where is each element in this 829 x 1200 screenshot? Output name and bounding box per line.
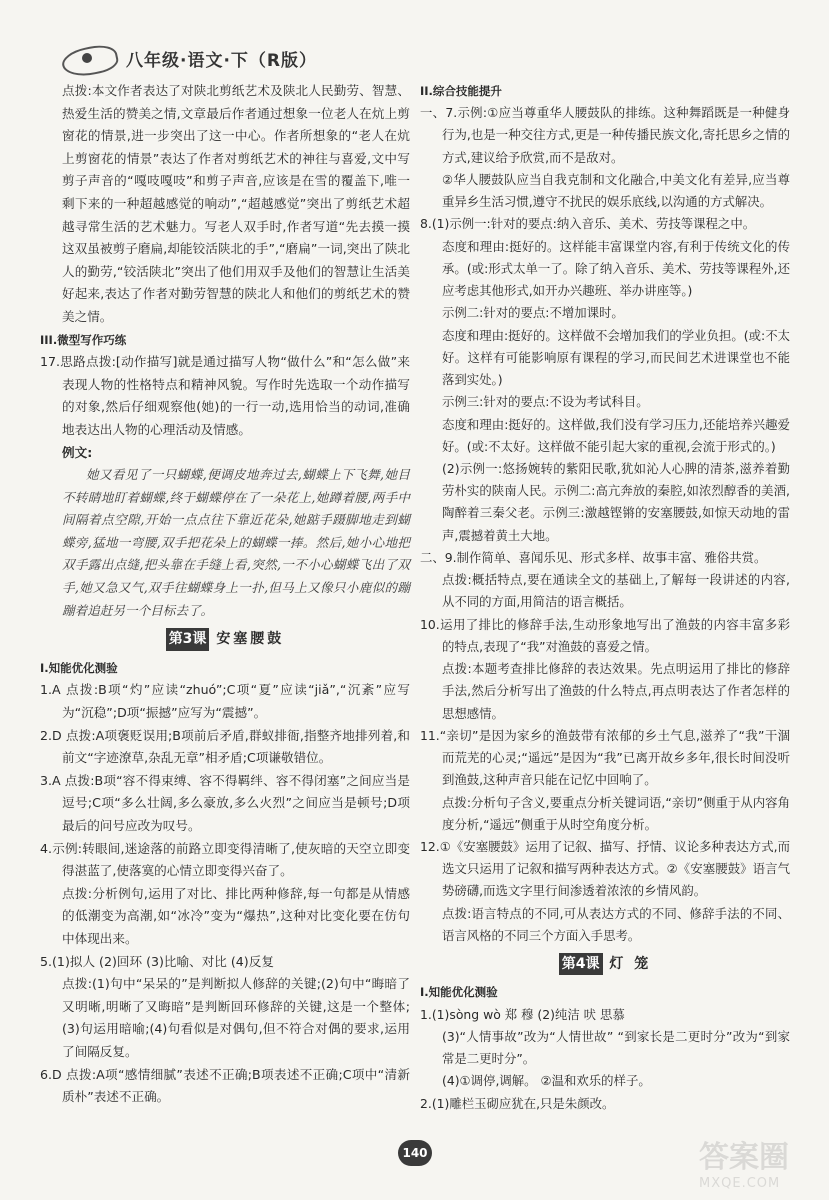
answer-paragraph: 点拨:本文作者表达了对陕北剪纸艺术及陕北人民勤劳、智慧、热爱生活的赞美之情,文章最后作者通过想象一位老人在炕上剪窗花的情景,进一步突出了这一中心。作者所想象的“老人在炕上剪窗花的情景”表达了作者对剪纸艺术的神往与喜爱,文中写剪子声音的“嘎吱嘎吱”和剪子声音,应该是在雪的覆盖下,唯一剩下来的一种超越感觉的响动”,“超越感觉”突出了剪纸艺术超越寻常生活的艺术魅力。写老人双手时,作者写道“先去摸一摸这双虽被剪子磨扁,却能铰活陕北的手”,“磨扁”一词,突出了陕北人的勤劳,“铰活陕北”突出了他们用双手及他们的智慧让生活美好起来,表达了作者对勤劳智慧的陕北人和他们的剪纸艺术的赞美之情。 [62, 83, 410, 324]
answer-note: 示例二:针对的要点:不增加课时。 [442, 305, 624, 321]
answer-item: 2.(1)雕栏玉砌应犹在,只是朱颜改。 [420, 1095, 615, 1111]
section-heading: III.微型写作巧练 [40, 332, 127, 347]
answer-item: 一、7.示例:①应当尊重华人腰鼓队的排练。这种舞蹈既是一种健身行为,也是一种交往方式,更是一种传播民族文化,寄托思乡之情的方式,建议给予欣赏,而不是敌对。 [420, 105, 790, 165]
section-heading: I.知能优化测验 [40, 660, 118, 675]
answer-note: 态度和理由:挺好的。这样能丰富课堂内容,有利于传统文化的传承。(或:形式太单一了。除了纳入音乐、美术、劳技等课程外,还应考虑其他形式,如开办兴趣班、举办讲座等。) [442, 238, 790, 299]
left-column [40, 80, 410, 1109]
watermark-text: 答案圈 [699, 1140, 789, 1175]
answer-note: 态度和理由:挺好的。这样做,我们没有学习压力,还能培养兴趣爱好。(或:不太好。这样做不能引起大家的重视,会流于形式的。) [442, 416, 790, 454]
lesson-heading [40, 628, 410, 651]
answer-item: 12.①《安塞腰鼓》运用了记叙、描写、抒情、议论多种表达方式,而选文只运用了记叙和描写两种表达方式。②《安塞腰鼓》语言气势磅礴,而选文字里行间渗透着浓浓的乡情风韵。 [420, 838, 790, 899]
answer-note: (2)示例一:悠扬婉转的紫阳民歌,犹如沁人心脾的清茶,滋养着勤劳朴实的陕南人民。示例二:高亢奔放的秦腔,如浓烈醇香的美酒,陶醉着三秦父老。示例三:激越铿锵的安塞腰鼓,如惊天动地的雷声,震撼着黄土大地。 [442, 460, 790, 543]
header-title: 八年级·语文·下（R版） [126, 50, 318, 71]
watermark [699, 1132, 819, 1192]
answer-item: 2.D 点拨:A项褒贬误用;B项前后矛盾,群蚁排衙,指整齐地排列着,和前文“字迹潦草,杂乱无章”相矛盾;C项谦敬错位。 [40, 727, 410, 766]
handwritten-example: 她又看见了一只蝴蝶,便调皮地奔过去,蝴蝶上下飞舞,她目不转睛地盯着蝴蝶,终于蝴蝶停在了一朵花上,她蹲着腰,两手中间隔着点空隙,开始一点点往下靠近花朵,她踮手蹑脚地走到蝴蝶旁,猛地一弯腰,双手把花朵上的蝴蝶一捧。然后,她小心地把双手露出点缝,把头靠在手缝上看,突然,一不小心蝴蝶飞出了双手,她又急又气,双手往蝴蝶身上一扑,但马上又像只小鹿似的蹦蹦着追赶另一个目标去了。 [62, 467, 410, 618]
answer-note: (4)①调停,调解。 ②温和欢乐的样子。 [442, 1073, 651, 1089]
right-column [420, 80, 790, 1115]
answer-note: 点拨:(1)句中“呆呆的”是判断拟人修辞的关键;(2)句中“晦暗了又明晰,明晰了又晦暗”是判断回环修辞的关键,这是一个整体;(3)句运用暗喻;(4)句看似是对偶句,但不符合对偶的要求,运用了间隔反复。 [62, 976, 410, 1059]
answer-item: 1.(1)sòng wò 郑 穆 (2)纯洁 吠 思慕 [420, 1006, 625, 1022]
answer-note: 点拨:语言特点的不同,可从表达方式的不同、修辞手法的不同、语言风格的不同三个方面入手思考。 [442, 905, 790, 943]
answer-note: 点拨:分析句子含义,要重点分析关键词语,“亲切”侧重于从内容角度分析,“遥远”侧重于从时空角度分析。 [442, 794, 790, 832]
example-label: 例文: [62, 444, 93, 460]
answer-item: 1.A 点拨:B项“灼”应读“zhuó”;C项“夏”应读“jiǎ”,“沉紊”应写为“沉稳”;D项“振撼”应写为“震撼”。 [40, 682, 410, 721]
lesson-number: 第4课 [559, 953, 603, 975]
answer-item: 10.运用了排比的修辞手法,生动形象地写出了渔鼓的内容丰富多彩的特点,表现了“我”对渔鼓的喜爱之情。 [420, 616, 790, 654]
answer-item: 4.示例:转眼间,迷途落的前路立即变得清晰了,使灰暗的天空立即变得湛蓝了,使落寞的心情立即变得兴奋了。 [40, 840, 410, 879]
lesson-name: 灯 笼 [609, 956, 652, 973]
answer-item: 11.“亲切”是因为家乡的渔鼓带有浓郁的乡土气息,滋养了“我”干涸而荒芜的心灵;“遥远”是因为“我”已离开故乡多年,很长时间没听到渔鼓,这种声音只能在记忆中回响了。 [420, 727, 790, 788]
section-heading: II.综合技能提升 [420, 84, 502, 98]
answer-item: 5.(1)拟人 (2)回环 (3)比喻、对比 (4)反复 [40, 953, 274, 969]
page-header [62, 40, 317, 76]
answer-item: 17.思路点拨:[动作描写]就是通过描写人物“做什么”和“怎么做”来表现人物的性格特点和精神风貌。写作时先选取一个动作描写的对象,然后仔细观察他(她)的一行一动,选用恰当的动词,准确地表达出人物的心理活动及情感。 [40, 354, 410, 437]
watermark-url: MXQE.COM [699, 1176, 781, 1191]
lesson-name: 安塞腰鼓 [216, 631, 285, 648]
answer-item: 6.D 点拨:A项“感情细腻”表述不正确;B项表述不正确;C项中“清新质朴”表述不正确。 [40, 1066, 410, 1105]
answer-note: 点拨:本题考查排比修辞的表达效果。先点明运用了排比的修辞手法,然后分析写出了渔鼓的什么特点,再点明表达了作者怎样的思想感情。 [442, 661, 790, 721]
answer-note: 点拨:概括特点,要在通读全文的基础上,了解每一段讲述的内容,从不同的方面,用简洁的语言概括。 [442, 572, 790, 610]
lesson-heading [420, 953, 790, 975]
answer-note: (3)“人情事故”改为“人情世故” “到家长是二更时分”改为“到家常是二更时分”。 [442, 1028, 790, 1067]
answer-item: 二、9.制作简单、喜闻乐见、形式多样、故事丰富、雅俗共赏。 [420, 549, 767, 565]
answer-note: ②华人腰鼓队应当自我克制和文化融合,中美文化有差异,应当尊重异乡生活习惯,遵守不扰民的娱乐底线,以沟通的方式解决。 [442, 171, 790, 210]
answer-note: 态度和理由:挺好的。这样做不会增加我们的学业负担。(或:不太好。这样有可能影响原有课程的学习,而民间艺术进课堂也不能落到实处。) [442, 327, 790, 388]
answer-note: 点拨:分析例句,运用了对比、排比两种修辞,每一句都是从情感的低潮变为高潮,如“冰冷”变为“爆热”,这种对比变化要在仿句中体现出来。 [62, 885, 410, 946]
answer-item: 3.A 点拨:B项“容不得束缚、容不得羁绊、容不得闭塞”之间应当是逗号;C项“多么壮阔,多么豪放,多么火烈”之间应当是顿号;D项最后的问号应改为叹号。 [40, 772, 410, 833]
section-heading: I.知能优化测验 [420, 985, 498, 1000]
brand-logo [62, 43, 118, 73]
answer-note: 示例三:针对的要点:不设为考试科目。 [442, 394, 649, 410]
answer-item: 8.(1)示例一:针对的要点:纳入音乐、美术、劳技等课程之中。 [420, 216, 756, 232]
page-number: 140 [398, 1140, 432, 1166]
lesson-number: 第3课 [166, 628, 210, 651]
